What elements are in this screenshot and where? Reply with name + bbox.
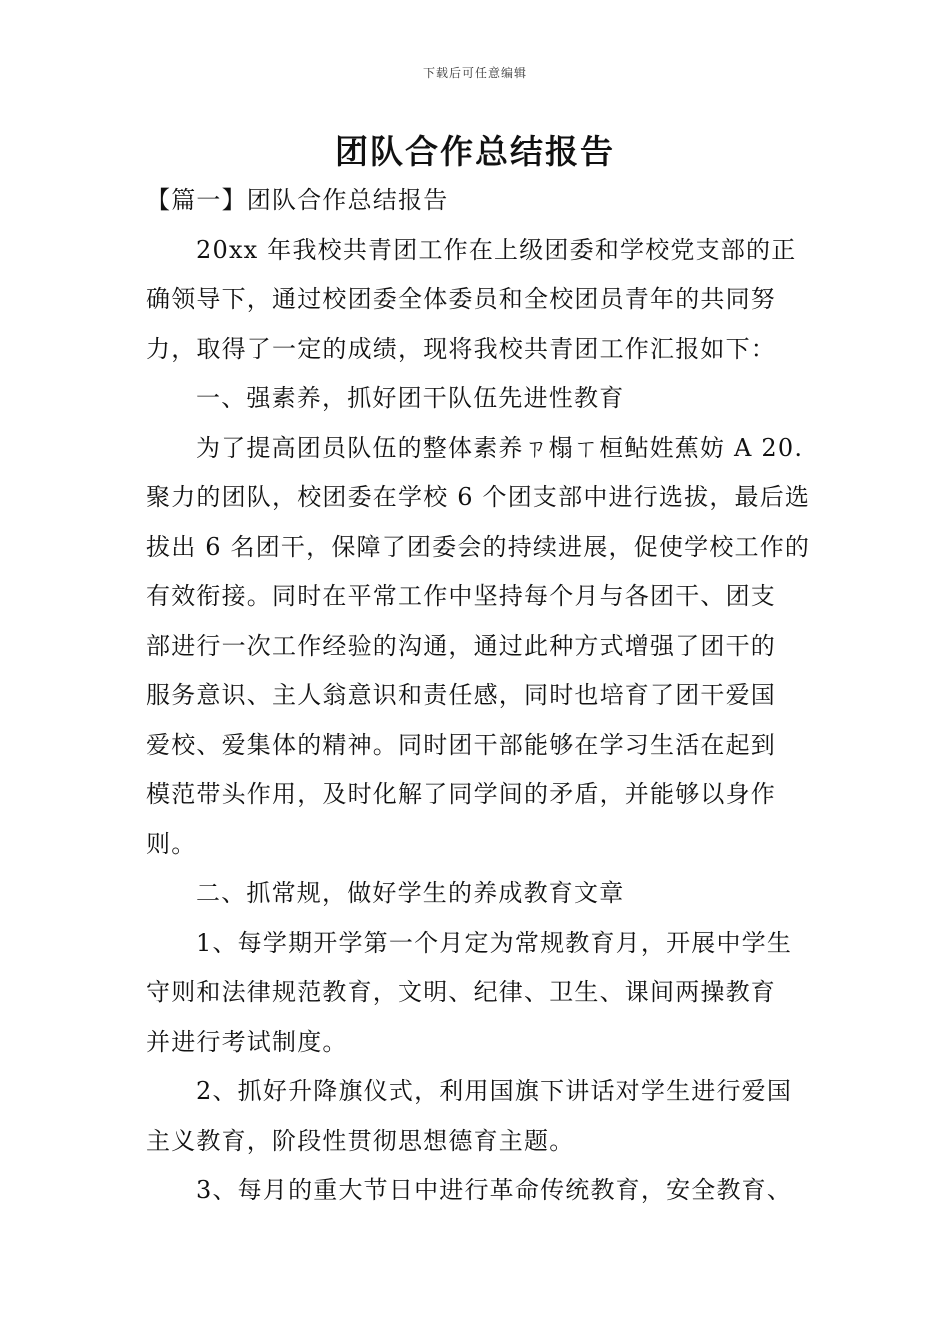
text-line: 2、抓好升降旗仪式，利用国旗下讲话对学生进行爱国 [196, 1077, 793, 1105]
text-line: 【篇一】团队合作总结报告 [146, 186, 449, 214]
text-line: 部进行一次工作经验的沟通，通过此种方式增强了团干的 [146, 631, 776, 660]
text-line: 聚力的团队，校团委在学校 6 个团支部中进行选拔，最后选 [146, 483, 811, 511]
text-line: 服务意识、主人翁意识和责任感，同时也培育了团干爱国 [146, 681, 776, 709]
text-line: 力，取得了一定的成绩，现将我校共青团工作汇报如下： [146, 334, 776, 363]
text-line: 一、强素养，抓好团干队伍先进性教育 [196, 384, 625, 412]
text-line: 二、抓常规，做好学生的养成教育文章 [196, 879, 625, 907]
header-note: 下载后可任意编辑 [422, 66, 527, 80]
text-line: 20xx 年我校共青团工作在上级团委和学校党支部的正 [196, 235, 797, 264]
document-title: 团队合作总结报告 [335, 132, 615, 171]
text-line: 为了提高团员队伍的整体素养ㄗ榻ㄒ桓鲇姓蕉妨 A 20. [196, 433, 804, 462]
text-line: 守则和法律规范教育，文明、纪律、卫生、课间两操教育 [146, 978, 776, 1006]
text-line: 有效衔接。同时在平常工作中坚持每个月与各团干、团支 [146, 582, 776, 610]
document-body [146, 176, 811, 1216]
text-line: 并进行考试制度。 [146, 1027, 348, 1056]
text-line: 1、每学期开学第一个月定为常规教育月，开展中学生 [196, 928, 793, 957]
text-line: 则。 [146, 829, 197, 858]
text-line: 3、每月的重大节日中进行革命传统教育，安全教育、 [196, 1176, 793, 1204]
text-line: 爱校、爱集体的精神。同时团干部能够在学习生活在起到 [146, 730, 776, 759]
text-line: 模范带头作用，及时化解了同学间的矛盾，并能够以身作 [146, 780, 776, 808]
text-line: 拔出 6 名团干，保障了团委会的持续进展，促使学校工作的 [146, 532, 811, 561]
text-line: 主义教育，阶段性贯彻思想德育主题。 [146, 1126, 575, 1155]
text-line: 确领导下，通过校团委全体委员和全校团员青年的共同努 [146, 285, 776, 313]
